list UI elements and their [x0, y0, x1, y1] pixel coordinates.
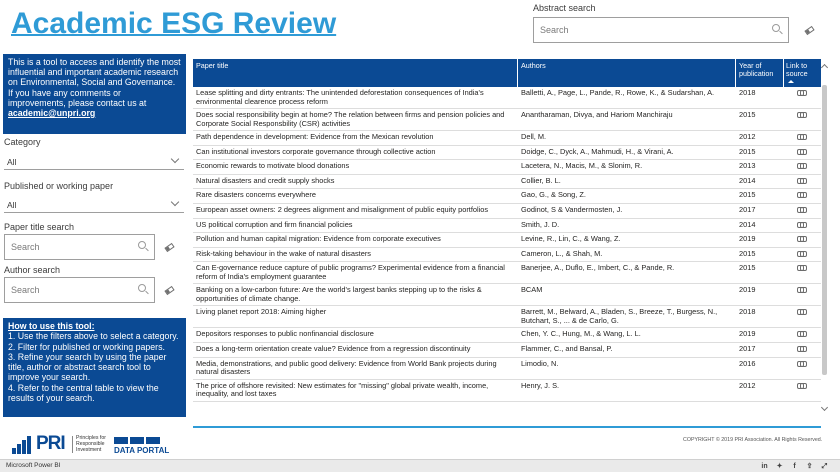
link-cell[interactable]	[797, 264, 811, 273]
paper-title-search-placeholder: Search	[11, 242, 40, 252]
table-row[interactable]	[193, 131, 821, 146]
eraser-icon[interactable]	[804, 26, 814, 35]
year-cell: 2018	[739, 308, 756, 317]
contact-email-link[interactable]: academic@unpri.org	[8, 108, 96, 119]
paper-title-cell: Does social responsibility begin at home? The relation between firms and pension policies and Corporate Social Responsbility (CSR) activities	[196, 111, 505, 128]
link-cell[interactable]	[797, 235, 811, 244]
table-row[interactable]	[193, 219, 821, 234]
authors-cell: Chen, Y. C., Hung, M., & Wang, L. L.	[521, 330, 641, 339]
info-panel	[3, 54, 186, 134]
paper-title-cell: Media, demonstrations, and public good delivery: Evidence from World Bank projects during natural disasters	[196, 359, 497, 377]
authors-cell: Anantharaman, Divya, and Hariom Manchiraju	[521, 111, 673, 119]
table-body	[193, 87, 821, 402]
link-cell[interactable]	[797, 221, 811, 230]
abstract-search-label: Abstract search	[533, 3, 596, 13]
paper-title-cell: US political corruption and firm financial policies	[196, 220, 353, 229]
eraser-icon[interactable]	[164, 286, 174, 295]
link-icon[interactable]	[797, 383, 806, 388]
year-cell: 2015	[739, 111, 756, 119]
paper-title-cell: Rare disasters concerns everywhere	[196, 191, 316, 200]
scroll-up-icon[interactable]	[821, 64, 828, 71]
authors-cell: Levine, R., Lin, C., & Wang, Z.	[521, 235, 621, 244]
year-cell: 2018	[739, 89, 756, 97]
table-row[interactable]	[193, 248, 821, 263]
how-to-step: 1. Use the filters above to select a category.	[8, 331, 179, 342]
year-cell: 2019	[739, 286, 756, 295]
abstract-search-placeholder: Search	[540, 25, 569, 35]
author-search-input[interactable]	[4, 277, 155, 303]
authors-cell: Limodio, N.	[521, 359, 559, 368]
published-label: Published or working paper	[4, 181, 114, 191]
link-icon[interactable]	[797, 287, 806, 292]
link-icon[interactable]	[797, 207, 806, 212]
logo-tagline-line: Principles for	[76, 435, 106, 441]
link-cell[interactable]	[797, 360, 811, 369]
authors-cell: Dell, M.	[521, 133, 547, 141]
table-row[interactable]	[193, 262, 821, 284]
link-icon[interactable]	[797, 331, 806, 336]
powerbi-statusbar	[0, 459, 840, 472]
link-icon[interactable]	[797, 236, 806, 241]
table-row[interactable]	[193, 87, 821, 109]
scroll-down-icon[interactable]	[821, 404, 828, 411]
link-cell[interactable]	[797, 162, 811, 171]
year-cell: 2014	[739, 176, 756, 185]
logo-tagline-line: Responsible	[76, 440, 105, 447]
how-to-step: 3. Refine your search by using the paper title, author or abstract search tool to improve your search.	[8, 351, 167, 383]
logo-tagline	[72, 436, 106, 453]
table-row[interactable]	[193, 233, 821, 248]
link-icon[interactable]	[797, 134, 806, 139]
search-icon[interactable]	[138, 241, 146, 249]
table-row[interactable]	[193, 380, 821, 402]
papers-table	[193, 59, 829, 419]
author-search-label: Author search	[4, 265, 61, 275]
year-cell: 2012	[739, 381, 756, 390]
table-scrollbar[interactable]	[820, 59, 829, 417]
paper-title-cell: European asset owners: 2 degrees alignment and misalignment of public equity portfolios	[196, 205, 489, 214]
year-cell: 2017	[739, 205, 756, 214]
authors-cell: Lacetera, N., Macis, M., & Slonim, R.	[521, 162, 643, 171]
column-header-year[interactable]: Year of publication	[739, 61, 774, 78]
paper-title-cell: Banking on a low-carbon future: Are the world's largest banks stepping up to the risks & opportunities of climate change.	[196, 286, 482, 303]
authors-cell: Collier, B. L.	[521, 176, 561, 185]
search-icon[interactable]	[138, 284, 146, 292]
link-cell[interactable]	[797, 177, 811, 186]
facebook-icon[interactable]: f	[793, 463, 796, 470]
year-cell: 2012	[739, 133, 756, 141]
link-cell[interactable]	[797, 382, 811, 391]
link-icon[interactable]	[797, 90, 806, 95]
link-cell[interactable]	[797, 330, 811, 339]
table-row[interactable]	[193, 358, 821, 380]
column-header-link-label: Link to source	[786, 61, 808, 78]
sort-ascending-icon	[788, 80, 794, 83]
link-cell[interactable]	[797, 148, 811, 157]
year-cell: 2015	[739, 264, 756, 273]
authors-cell: Godinot, S & Vandermosten, J.	[521, 205, 623, 214]
paper-title-cell: Living planet report 2018: Aiming higher	[196, 308, 327, 317]
info-text: This is a tool to access and identify the most influential and important academic research on Environmental, Social and Governance. If you have any comments or improvements, please contact us at	[8, 57, 181, 108]
link-cell[interactable]	[797, 250, 811, 259]
link-cell[interactable]	[797, 191, 811, 200]
chevron-down-icon	[171, 155, 179, 163]
eraser-icon[interactable]	[164, 243, 174, 252]
link-icon[interactable]	[797, 222, 806, 227]
table-row[interactable]	[193, 284, 821, 306]
authors-cell: Barrett, M., Belward, A., Bladen, S., Breeze, T., Burgess, N., Butchart, S., ... & de Carlo, G.	[521, 308, 718, 325]
year-cell: 2015	[739, 249, 756, 258]
column-header-title[interactable]: Paper title	[196, 61, 229, 70]
table-row[interactable]	[193, 204, 821, 219]
authors-cell: Smith, J. D.	[521, 220, 560, 229]
table-row[interactable]	[193, 189, 821, 204]
authors-cell: Doidge, C., Dyck, A., Mahmudi, H., & Virani, A.	[521, 147, 674, 156]
category-value: All	[7, 157, 17, 167]
link-cell[interactable]	[797, 206, 811, 215]
how-to-step: 2. Filter for published or working papers.	[8, 341, 165, 352]
authors-cell: Henry, J. S.	[521, 381, 560, 390]
paper-title-cell: Natural disasters and credit supply shocks	[196, 176, 335, 185]
paper-title-cell: The price of offshore revisited: New estimates for "missing" global private wealth, income, inequality, and lost taxes	[196, 381, 489, 399]
pri-data-portal-logo	[10, 433, 170, 457]
year-cell: 2019	[739, 235, 756, 244]
paper-title-cell: Pollution and human capital migration: Evidence from corporate executives	[196, 235, 441, 244]
link-icon[interactable]	[797, 112, 806, 117]
year-cell: 2015	[739, 147, 756, 156]
link-icon[interactable]	[797, 251, 806, 256]
year-cell: 2015	[739, 191, 756, 200]
logo-mark: PRI	[36, 433, 65, 454]
link-icon[interactable]	[797, 178, 806, 183]
year-cell: 2014	[739, 220, 756, 229]
paper-title-cell: Can institutional investors corporate governance through collective action	[196, 147, 436, 156]
logo-tagline-line: Investment	[76, 446, 102, 453]
powerbi-link[interactable]: Microsoft Power BI	[6, 462, 61, 469]
link-icon[interactable]	[797, 309, 806, 314]
paper-title-cell: Path dependence in development: Evidence from the Mexican revolution	[196, 133, 434, 141]
year-cell: 2017	[739, 344, 756, 353]
link-cell[interactable]	[797, 111, 811, 120]
link-icon[interactable]	[797, 149, 806, 154]
link-icon[interactable]	[797, 192, 806, 197]
year-cell: 2013	[739, 162, 756, 171]
table-row[interactable]	[193, 343, 821, 358]
paper-title-search-label: Paper title search	[4, 222, 75, 232]
scrollbar-thumb[interactable]	[822, 85, 827, 375]
category-label: Category	[4, 137, 41, 147]
paper-title-search-input[interactable]	[4, 234, 155, 260]
paper-title-cell: Depositors responses to public nonfinancial disclosure	[196, 330, 374, 339]
authors-cell: Gao, G., & Song, Z.	[521, 191, 586, 200]
link-icon[interactable]	[797, 265, 806, 270]
share-icon[interactable]: ⇪	[806, 463, 813, 470]
link-cell[interactable]	[797, 345, 811, 354]
year-cell: 2019	[739, 330, 756, 339]
page-title: Academic ESG Review	[11, 7, 337, 40]
paper-title-cell: Does a long-term orientation create value? Evidence from a regression discontinuity	[196, 344, 471, 353]
column-header-authors[interactable]: Authors	[521, 61, 546, 70]
category-dropdown[interactable]	[4, 154, 184, 170]
how-to-panel	[3, 318, 186, 417]
table-row[interactable]	[193, 328, 821, 343]
paper-title-cell: Can E-governance reduce capture of public programs? Experimental evidence from a financial reform of India's employment guarantee	[196, 264, 505, 281]
table-row[interactable]	[193, 146, 821, 161]
divider	[193, 426, 821, 428]
column-header-link[interactable]	[786, 62, 816, 83]
author-search-placeholder: Search	[11, 285, 40, 295]
published-dropdown[interactable]	[4, 197, 184, 213]
fullscreen-icon[interactable]: ⤢	[821, 463, 828, 470]
paper-title-cell: Economic rewards to motivate blood donations	[196, 162, 350, 171]
link-cell[interactable]	[797, 133, 811, 142]
authors-cell: Flammer, C., and Bansal, P.	[521, 344, 613, 353]
copyright-text: COPYRIGHT © 2019 PRI Association. All Rights Reserved.	[683, 437, 823, 443]
table-row[interactable]	[193, 109, 821, 131]
linkedin-icon[interactable]: in	[761, 463, 768, 470]
table-row[interactable]	[193, 306, 821, 328]
twitter-icon[interactable]: ✦	[776, 463, 783, 470]
table-row[interactable]	[193, 160, 821, 175]
link-icon[interactable]	[797, 163, 806, 168]
data-portal-label: DATA PORTAL	[114, 446, 170, 455]
link-icon[interactable]	[797, 346, 806, 351]
paper-title-cell: Risk-taking behaviour in the wake of natural disasters	[196, 249, 372, 258]
table-header	[193, 59, 821, 87]
published-value: All	[7, 200, 17, 210]
year-cell: 2016	[739, 359, 756, 368]
authors-cell: BCAM	[521, 286, 543, 295]
chevron-down-icon	[171, 198, 179, 206]
search-icon[interactable]	[772, 24, 780, 32]
abstract-search-input[interactable]	[533, 17, 789, 43]
how-to-title: How to use this tool:	[8, 321, 95, 331]
paper-title-cell: Lease splitting and dirty entrants: The unintended deforestation consequences of India's environmental clearence process reform	[196, 89, 484, 106]
authors-cell: Cameron, L., & Shah, M.	[521, 249, 603, 258]
how-to-step: 4. Refer to the central table to view the results of your search.	[8, 382, 159, 404]
link-icon[interactable]	[797, 361, 806, 366]
link-cell[interactable]	[797, 286, 811, 295]
authors-cell: Balletti, A., Page, L., Pande, R., Rowe, K., & Sudarshan, A.	[521, 89, 715, 97]
authors-cell: Banerjee, A., Duflo, E., Imbert, C., & Pande, R.	[521, 264, 675, 273]
link-cell[interactable]	[797, 308, 811, 317]
table-row[interactable]	[193, 175, 821, 190]
link-cell[interactable]	[797, 89, 811, 98]
